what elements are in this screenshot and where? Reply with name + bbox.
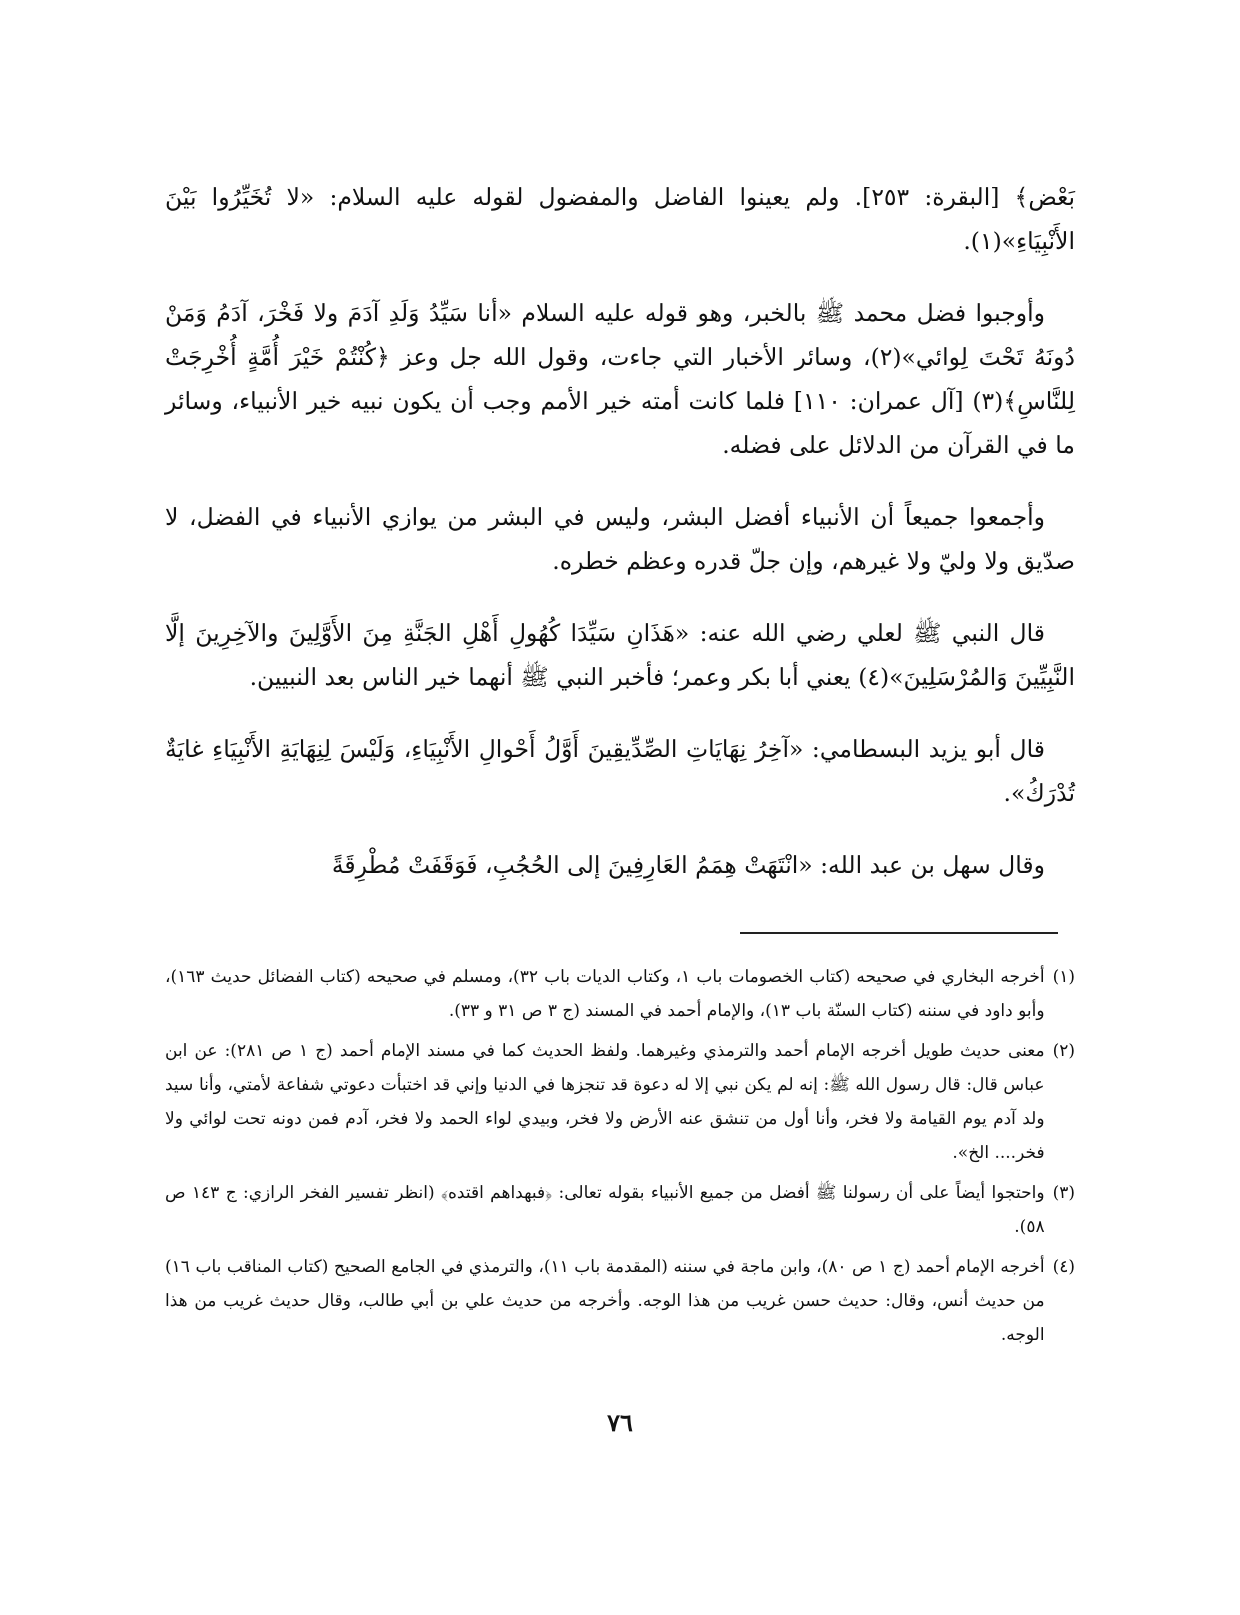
- footnote-2: [165, 1034, 1075, 1170]
- footnote-number: (٣): [1052, 1183, 1075, 1203]
- footnote-number: (٢): [1052, 1041, 1075, 1061]
- paragraph-2: وأوجبوا فضل محمد ﷺ بالخبر، وهو قوله عليه السلام «أنا سَيِّدُ وَلَدِ آدَمَ ولا فَخْرَ، آدَمُ وَمَنْ دُونَهُ تَحْتَ لِوائي»(٢)، وسائر الأخبار التي جاءت، وقول الله جل وعز ﴿كُنْتُمْ خَيْرَ أُمَّةٍ أُخْرِجَتْ لِلنَّاسِ﴾(٣) [آل عمران: ١١٠] فلما كانت أمته خير الأمم وجب أن يكون نبيه خير الأنبياء، وسائر ما في القرآن من الدلائل على فضله.: [165, 299, 1075, 459]
- paragraph-5: قال أبو يزيد البسطامي: «آخِرُ نِهَايَاتِ الصِّدِّيقِينَ أَوَّلُ أَحْوالِ الأَنْبِيَاءِ، وَلَيْسَ لِنِهَايَةِ الأَنْبِيَاءِ غايَةٌ تُدْرَكُ».: [165, 735, 1075, 807]
- footnote-text: واحتجوا أيضاً على أن رسولنا ﷺ أفضل من جميع الأنبياء بقوله تعالى: ﴿فبهداهم اقتده﴾ (انظر تفسير الفخر الرازي: ج ١٤٣ ص ٥٨).: [165, 1183, 1045, 1237]
- footnotes: [165, 960, 1075, 1358]
- paragraph-6: وقال سهل بن عبد الله: «انْتَهَتْ هِمَمُ العَارِفِينَ إلى الحُجُبِ، فَوَقَفَتْ مُطْرِقَةً: [331, 851, 1045, 879]
- footnote-4: [165, 1250, 1075, 1352]
- footnote-text: أخرجه البخاري في صحيحه (كتاب الخصومات باب ١، وكتاب الديات باب ٣٢)، ومسلم في صحيحه (كتاب الفضائل حديث ١٦٣)، وأبو داود في سننه (كتاب السنّة باب ١٣)، والإمام أحمد في المسند (ج ٣ ص ٣١ و ٣٣).: [165, 967, 1045, 1021]
- footnote-number: (٤): [1052, 1257, 1075, 1277]
- footnote-3: [165, 1176, 1075, 1244]
- paragraph-1: بَعْض﴾ [البقرة: ٢٥٣]. ولم يعينوا الفاضل والمفضول لقوله عليه السلام: «لا تُخَيِّرُوا بَيْنَ الأَنْبِيَاءِ»(١).: [165, 183, 1075, 255]
- page-number: ٧٦: [607, 1408, 633, 1437]
- main-text: [165, 175, 1075, 915]
- footnote-text: أخرجه الإمام أحمد (ج ١ ص ٨٠)، وابن ماجة في سننه (المقدمة باب ١١)، والترمذي في الجامع الصحيح (كتاب المناقب باب ١٦) من حديث أنس، وقال: حديث حسن غريب من هذا الوجه. وأخرجه من حديث علي بن أبي طالب، وقال حديث غريب من هذا الوجه.: [165, 1257, 1045, 1345]
- paragraph-3: وأجمعوا جميعاً أن الأنبياء أفضل البشر، وليس في البشر من يوازي الأنبياء في الفضل، لا صدّيق ولا وليّ ولا غيرهم، وإن جلّ قدره وعظم خطره.: [165, 503, 1075, 575]
- footnote-divider: [740, 932, 1058, 934]
- footnote-number: (١): [1052, 967, 1075, 987]
- paragraph-4: قال النبي ﷺ لعلي رضي الله عنه: «هَذَانِ سَيِّدَا كُهُولِ أَهْلِ الجَنَّةِ مِنَ الأَوَّلِينَ والآخِرِينَ إلَّا النَّبِيِّينَ وَالمُرْسَلِينَ»(٤) يعني أبا بكر وعمر؛ فأخبر النبي ﷺ أنهما خير الناس بعد النبيين.: [165, 619, 1075, 691]
- footnote-1: [165, 960, 1075, 1028]
- footnote-text: معنى حديث طويل أخرجه الإمام أحمد والترمذي وغيرهما. ولفظ الحديث كما في مسند الإمام أحمد (ج ١ ص ٢٨١): عن ابن عباس قال: قال رسول الله ﷺ: إنه لم يكن نبي إلا له دعوة قد تنجزها في الدنيا وإني قد اختبأت دعوتي شفاعة لأمتي، وأنا سيد ولد آدم يوم القيامة ولا فخر، وأنا أول من تنشق عنه الأرض ولا فخر، وبيدي لواء الحمد ولا فخر، آدم فمن دونه تحت لوائي ولا فخر.... الخ».: [165, 1041, 1045, 1163]
